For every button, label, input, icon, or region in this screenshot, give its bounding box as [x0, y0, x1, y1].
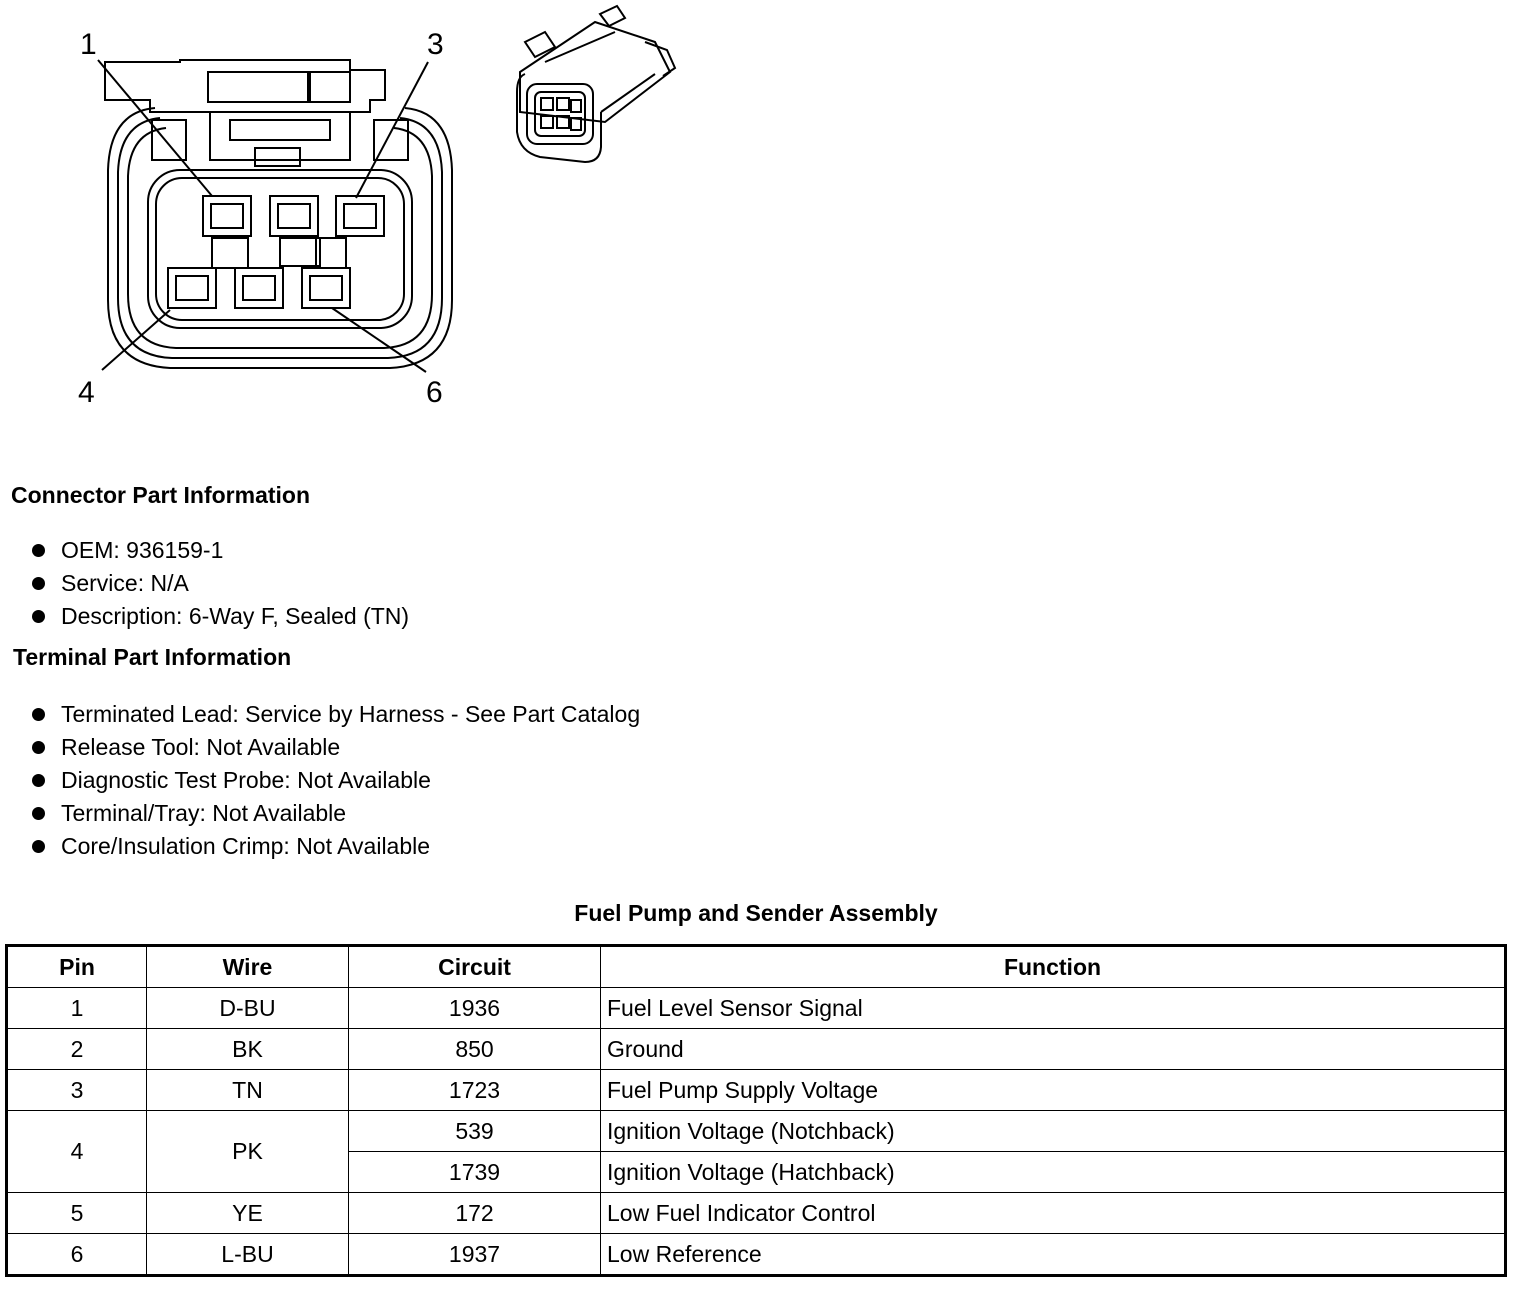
list-item: Service: N/A	[11, 567, 409, 600]
pin-cell: 5	[7, 1193, 147, 1234]
function-cell: Fuel Level Sensor Signal	[601, 988, 1506, 1029]
table-header-row	[7, 946, 1506, 988]
wire-cell: BK	[147, 1029, 349, 1070]
table-row	[7, 988, 1506, 1029]
header-pin: Pin	[7, 946, 147, 988]
function-cell: Low Reference	[601, 1234, 1506, 1276]
circuit-cell: 1936	[349, 988, 601, 1029]
function-cell: Ignition Voltage (Notchback)	[601, 1111, 1506, 1152]
table-row	[7, 1111, 1506, 1152]
pin-cell: 4	[7, 1111, 147, 1193]
connector-info-list	[11, 534, 409, 633]
list-item: Diagnostic Test Probe: Not Available	[11, 764, 640, 797]
list-item: Core/Insulation Crimp: Not Available	[11, 830, 640, 863]
header-function: Function	[601, 946, 1506, 988]
table-row	[7, 1070, 1506, 1111]
table-row	[7, 1234, 1506, 1276]
circuit-cell: 1739	[349, 1152, 601, 1193]
wire-cell: L-BU	[147, 1234, 349, 1276]
bullet-icon	[32, 544, 45, 557]
header-circuit: Circuit	[349, 946, 601, 988]
wire-cell: PK	[147, 1111, 349, 1193]
pin-callout-1: 1	[80, 28, 97, 61]
connector-isometric-view	[505, 2, 685, 172]
connector-info-title: Connector Part Information	[11, 482, 311, 508]
list-item: Release Tool: Not Available	[11, 731, 640, 764]
list-item: Terminal/Tray: Not Available	[11, 797, 640, 830]
pin-cell: 1	[7, 988, 147, 1029]
wire-cell: TN	[147, 1070, 349, 1111]
circuit-cell: 172	[349, 1193, 601, 1234]
pin-callout-6: 6	[426, 376, 443, 409]
circuit-cell: 850	[349, 1029, 601, 1070]
circuit-cell: 539	[349, 1111, 601, 1152]
wire-cell: D-BU	[147, 988, 349, 1029]
table-row	[7, 1029, 1506, 1070]
bullet-icon	[32, 807, 45, 820]
terminal-info-list	[11, 698, 640, 863]
terminal-info-title: Terminal Part Information	[13, 644, 292, 670]
pin-cell: 2	[7, 1029, 147, 1070]
pin-callout-4: 4	[78, 376, 95, 409]
table-title: Fuel Pump and Sender Assembly	[574, 900, 938, 926]
bullet-icon	[32, 610, 45, 623]
bullet-icon	[32, 577, 45, 590]
bullet-icon	[32, 708, 45, 721]
function-cell: Ground	[601, 1029, 1506, 1070]
list-item: OEM: 936159-1	[11, 534, 409, 567]
connector-face-diagram	[60, 20, 480, 410]
pinout-table	[5, 944, 1507, 1277]
function-cell: Ignition Voltage (Hatchback)	[601, 1152, 1506, 1193]
list-item: Description: 6-Way F, Sealed (TN)	[11, 600, 409, 633]
function-cell: Fuel Pump Supply Voltage	[601, 1070, 1506, 1111]
pin-callout-3: 3	[427, 28, 444, 61]
bullet-icon	[32, 840, 45, 853]
circuit-cell: 1937	[349, 1234, 601, 1276]
bullet-icon	[32, 774, 45, 787]
wire-cell: YE	[147, 1193, 349, 1234]
bullet-icon	[32, 741, 45, 754]
circuit-cell: 1723	[349, 1070, 601, 1111]
list-item: Terminated Lead: Service by Harness - See Part Catalog	[11, 698, 640, 731]
function-cell: Low Fuel Indicator Control	[601, 1193, 1506, 1234]
header-wire: Wire	[147, 946, 349, 988]
table-row	[7, 1193, 1506, 1234]
pin-cell: 6	[7, 1234, 147, 1276]
pin-cell: 3	[7, 1070, 147, 1111]
